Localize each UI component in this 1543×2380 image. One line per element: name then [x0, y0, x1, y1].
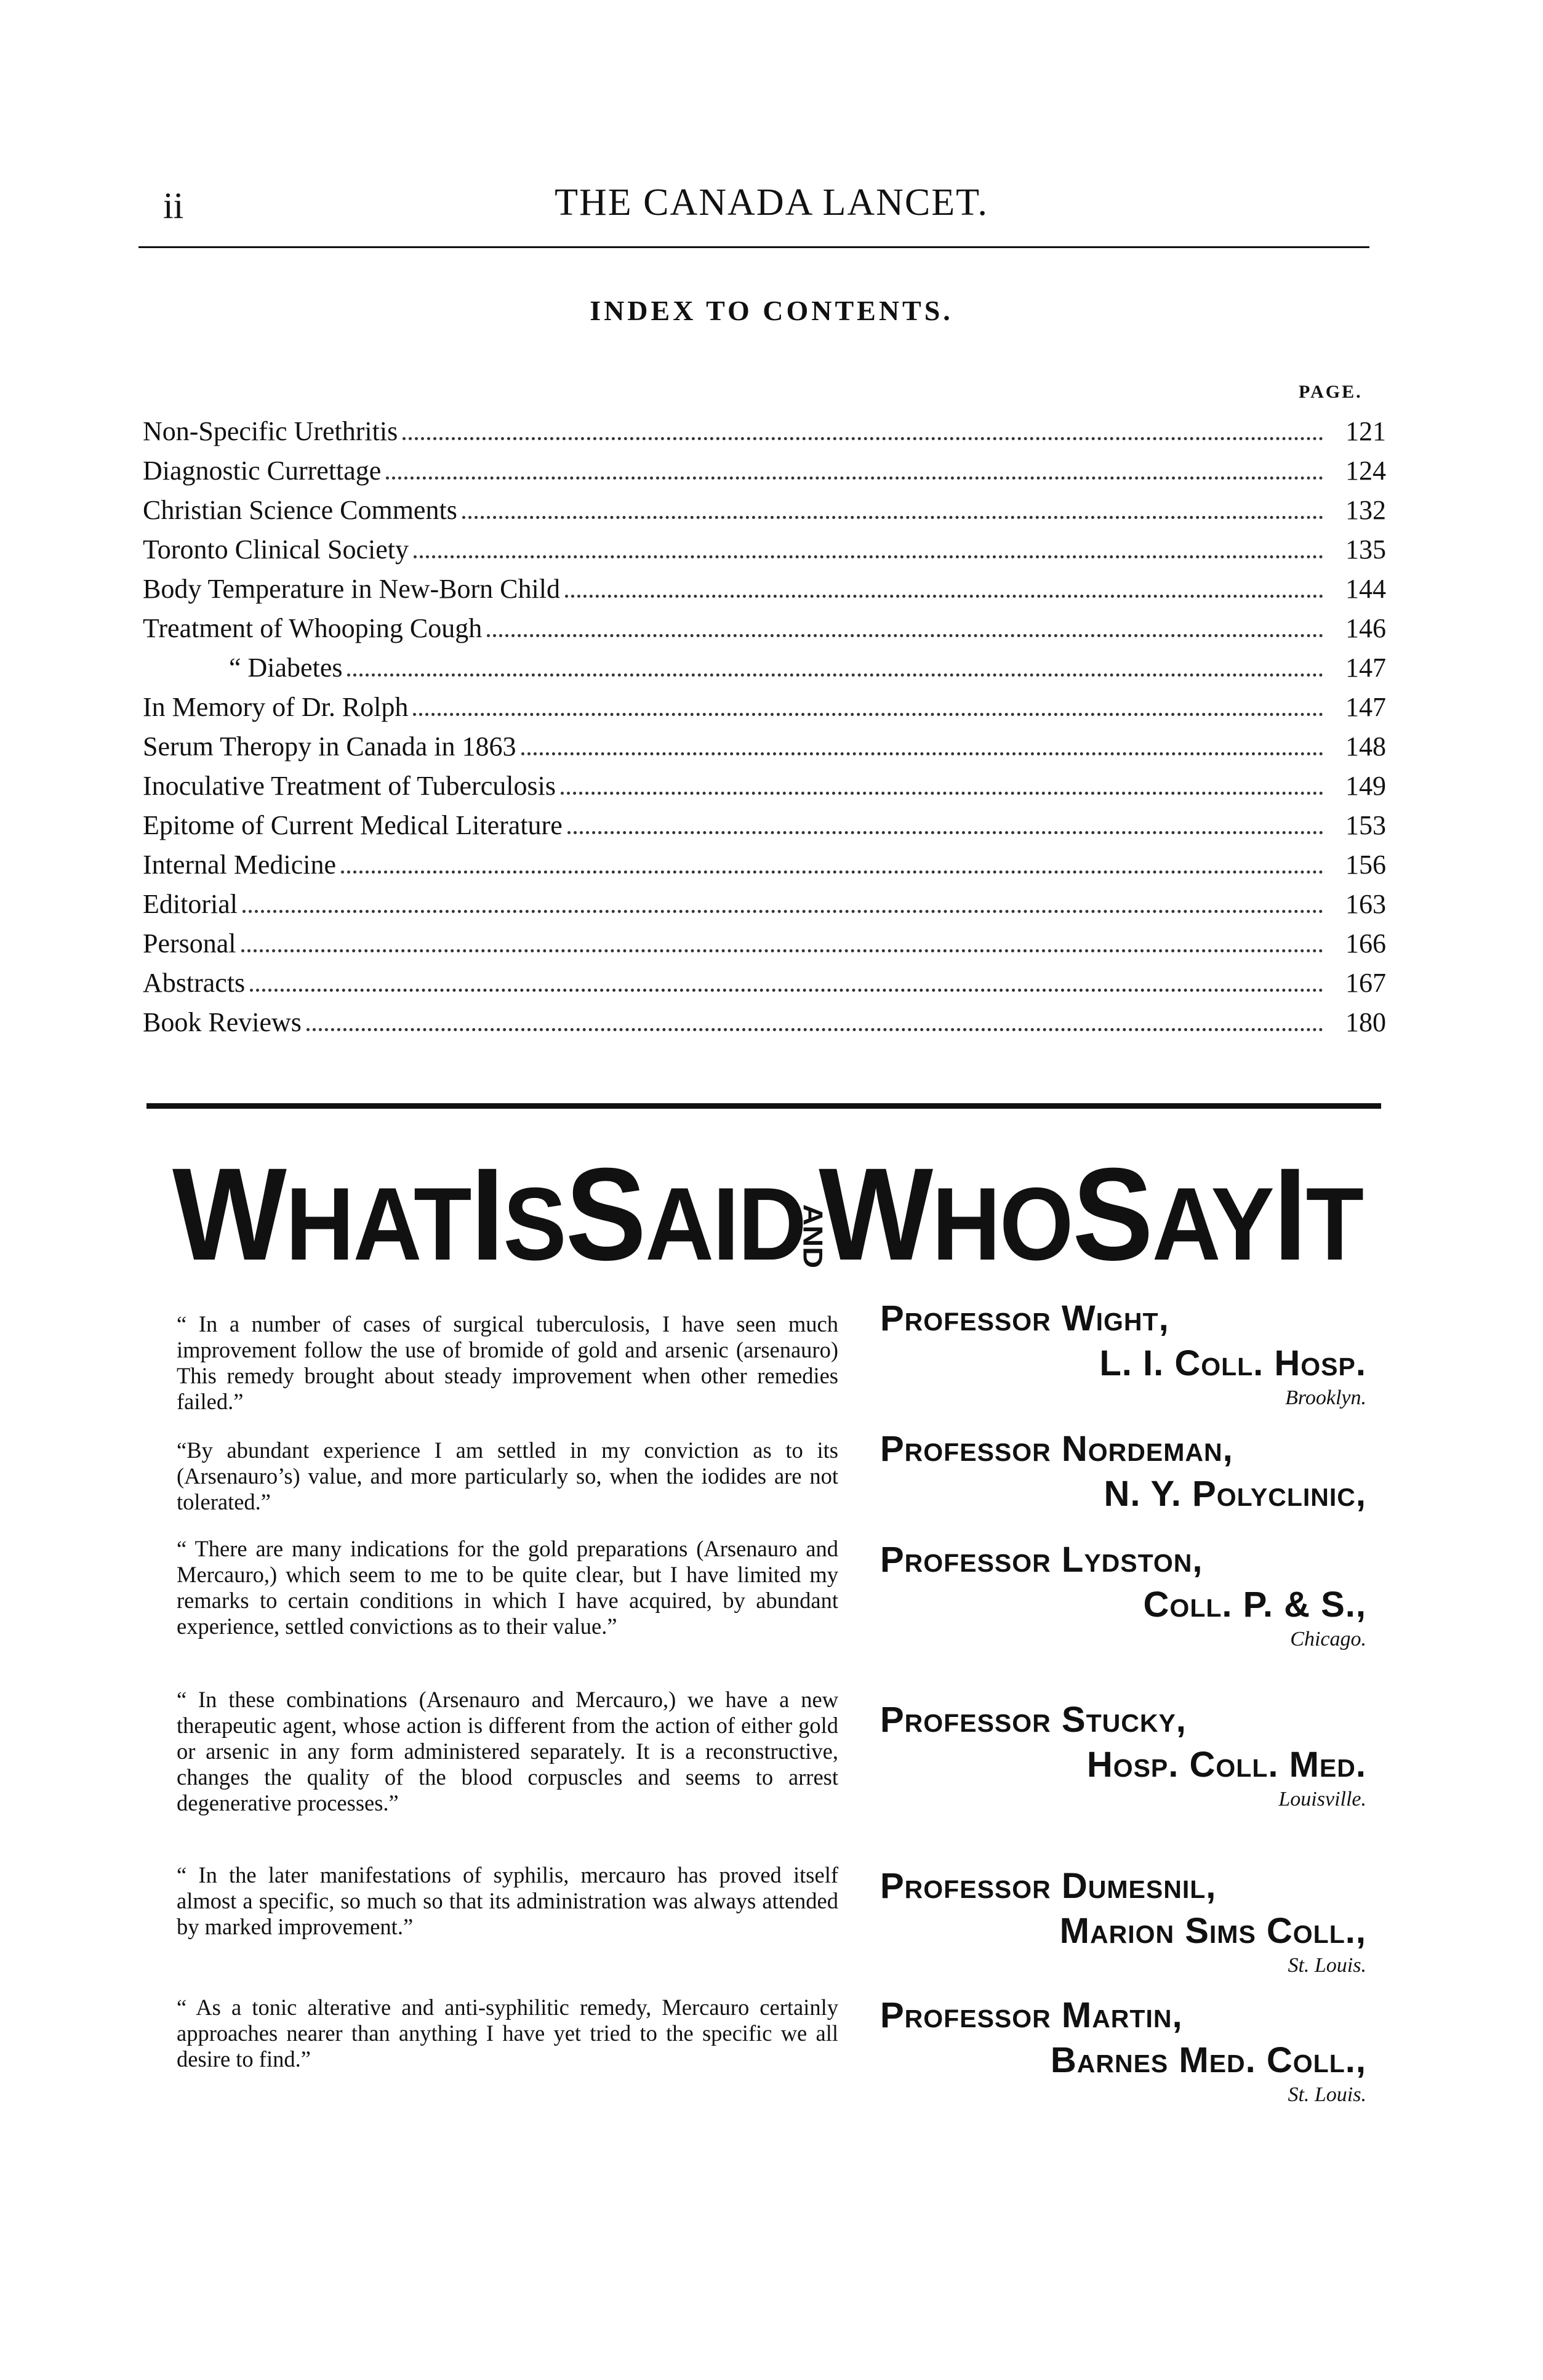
dot-leader: [403, 437, 1323, 440]
dot-leader: [386, 476, 1323, 480]
index-entry: [143, 928, 1386, 967]
institution: L. I. Coll. Hosp.: [1099, 1343, 1366, 1383]
city: St. Louis.: [1288, 2083, 1366, 2106]
index-entry: [143, 810, 1386, 849]
index-entry: [143, 573, 1386, 613]
index-entry-page: 146: [1345, 613, 1386, 643]
index-entry: [143, 967, 1386, 1007]
dot-leader: [565, 595, 1323, 598]
testimonial-attribution: [880, 1428, 1366, 1514]
index-entry: [143, 652, 1386, 691]
index-entry-page: 132: [1345, 495, 1386, 525]
testimonial-attribution: [880, 1865, 1366, 1977]
index-entry-title: Abstracts: [143, 968, 246, 998]
section-divider: [146, 1103, 1381, 1109]
city: Louisville.: [1278, 1788, 1366, 1811]
index-entry-page: 166: [1345, 928, 1386, 959]
index-entry-title: Diagnostic Currettage: [143, 456, 382, 486]
testimonial-quote: “ In these combinations (Arsenauro and Mercauro,) we have a new therapeutic agent, whose action is different from the action of either gold or arsenic in any form administered separately. It is a reconstructive, changes the quality of the blood corpuscles and seems to arrest degenerative processes.”: [177, 1687, 838, 1815]
testimonial-quote: “ There are many indications for the gold preparations (Arsenauro and Mercauro,) which seem to me to be quite clear, but I have limited my remarks to certain conditions in which I have acquired, by abundant experience, settled convictions as to their value.”: [177, 1536, 838, 1639]
index-entry: [143, 613, 1386, 652]
dot-leader: [341, 870, 1323, 874]
index-entry: [143, 534, 1386, 573]
index-entry-title: Non-Specific Urethritis: [143, 416, 398, 446]
testimonial-attribution: [880, 1699, 1366, 1811]
dot-leader: [561, 792, 1323, 795]
dot-leader: [521, 752, 1323, 755]
index-entry: [143, 849, 1386, 888]
index-entry: [143, 455, 1386, 494]
index-entry: [143, 770, 1386, 810]
index-entry-page: 148: [1345, 731, 1386, 762]
index-entry-title: Personal: [143, 928, 236, 959]
dot-leader: [462, 516, 1323, 519]
dot-leader: [242, 910, 1323, 913]
dot-leader: [250, 989, 1323, 992]
testimonial-attribution: [880, 1539, 1366, 1651]
index-entry-page: 163: [1345, 889, 1386, 919]
index-entry-page: 180: [1345, 1007, 1386, 1037]
institution: N. Y. Polyclinic,: [1104, 1474, 1366, 1514]
testimonial-attribution: [880, 1995, 1366, 2107]
index-entry-title: Editorial: [143, 889, 238, 919]
index-entry: [143, 1007, 1386, 1046]
index-entry-title: In Memory of Dr. Rolph: [143, 692, 409, 722]
index-entry: [143, 731, 1386, 770]
city: St. Louis.: [1288, 1954, 1366, 1977]
index-entry-page: 144: [1345, 574, 1386, 604]
banner-word-say: SAY: [1072, 1141, 1273, 1288]
testimonial-quote: “ In a number of cases of surgical tuberculosis, I have seen much improvement follow the use of bromide of gold and arsenic (arsenauro) This remedy brought about steady improvement when other remedies failed.”: [177, 1311, 838, 1414]
page-number: ii: [163, 185, 184, 226]
dot-leader: [307, 1028, 1323, 1031]
banner-word-is: IS: [470, 1141, 566, 1288]
dot-leader: [487, 634, 1323, 637]
professor-name: Professor Wight,: [880, 1298, 1169, 1338]
header-rule: [138, 246, 1369, 248]
index-entry-page: 147: [1345, 692, 1386, 722]
index-entry-page: 124: [1345, 456, 1386, 486]
index-entry-title: Epitome of Current Medical Literature: [143, 810, 563, 840]
testimonial-quote: “ As a tonic alterative and anti-syphilitic remedy, Mercauro certainly approaches nearer than anything I have yet tried to the specific we all desire to find.”: [177, 1995, 838, 2072]
index-entry-title: Body Temperature in New-Born Child: [143, 574, 560, 604]
index-entry-title: Treatment of Whooping Cough: [143, 613, 483, 643]
testimonial-attribution: [880, 1298, 1366, 1410]
index-entry-page: 149: [1345, 771, 1386, 801]
professor-name: Professor Lydston,: [880, 1540, 1203, 1580]
institution: Hosp. Coll. Med.: [1086, 1745, 1366, 1785]
dot-leader: [567, 831, 1323, 834]
page-column-heading: PAGE.: [1299, 382, 1363, 402]
dot-leader: [241, 949, 1323, 952]
professor-name: Professor Nordeman,: [880, 1429, 1233, 1469]
professor-name: Professor Stucky,: [880, 1700, 1187, 1740]
index-entry-title: Book Reviews: [143, 1007, 302, 1037]
banner-word-it: IT: [1273, 1141, 1363, 1288]
index-entry: [143, 888, 1386, 928]
banner-word-who: WHO: [819, 1141, 1073, 1288]
institution: Barnes Med. Coll.,: [1050, 2040, 1366, 2080]
index-title: INDEX TO CONTENTS.: [590, 295, 953, 326]
dot-leader: [413, 713, 1323, 716]
index-entry-title: “ Diabetes: [229, 653, 343, 683]
advertisement-banner: [172, 1141, 1363, 1288]
index-entry-title: Toronto Clinical Society: [143, 534, 409, 565]
professor-name: Professor Martin,: [880, 1995, 1183, 2035]
banner-word-what: WHAT: [172, 1141, 471, 1288]
index-entry: [143, 691, 1386, 731]
dot-leader: [347, 673, 1323, 677]
institution: Coll. P. & S.,: [1143, 1585, 1366, 1625]
institution: Marion Sims Coll.,: [1059, 1911, 1366, 1951]
index-entry-page: 121: [1345, 416, 1386, 446]
index-entry-page: 135: [1345, 534, 1386, 565]
index-entry-title: Christian Science Comments: [143, 495, 457, 525]
index-entry-title: Inoculative Treatment of Tuberculosis: [143, 771, 556, 801]
index-entry-page: 156: [1345, 850, 1386, 880]
banner-word-said: SAID: [565, 1141, 806, 1288]
index-entry: [143, 494, 1386, 534]
index-entry-page: 153: [1345, 810, 1386, 840]
index-list: [143, 416, 1386, 1046]
testimonial-quote: “By abundant experience I am settled in my conviction as to its (Arsenauro’s) value, and more particularly so, when the iodides are not tolerated.”: [177, 1437, 838, 1514]
index-entry-page: 167: [1345, 968, 1386, 998]
index-entry: [143, 416, 1386, 455]
journal-title: THE CANADA LANCET.: [555, 182, 988, 223]
index-entry-title: Internal Medicine: [143, 850, 336, 880]
city: Chicago.: [1290, 1628, 1366, 1650]
city: Brooklyn.: [1285, 1386, 1366, 1409]
index-entry-page: 147: [1345, 653, 1386, 683]
professor-name: Professor Dumesnil,: [880, 1866, 1217, 1906]
banner-word-and: AND: [797, 1204, 828, 1268]
testimonial-quote: “ In the later manifestations of syphilis, mercauro has proved itself almost a specific, so much so that its administration was always attended by marked improvement.”: [177, 1862, 838, 1939]
dot-leader: [414, 555, 1323, 558]
index-entry-title: Serum Theropy in Canada in 1863: [143, 731, 516, 762]
